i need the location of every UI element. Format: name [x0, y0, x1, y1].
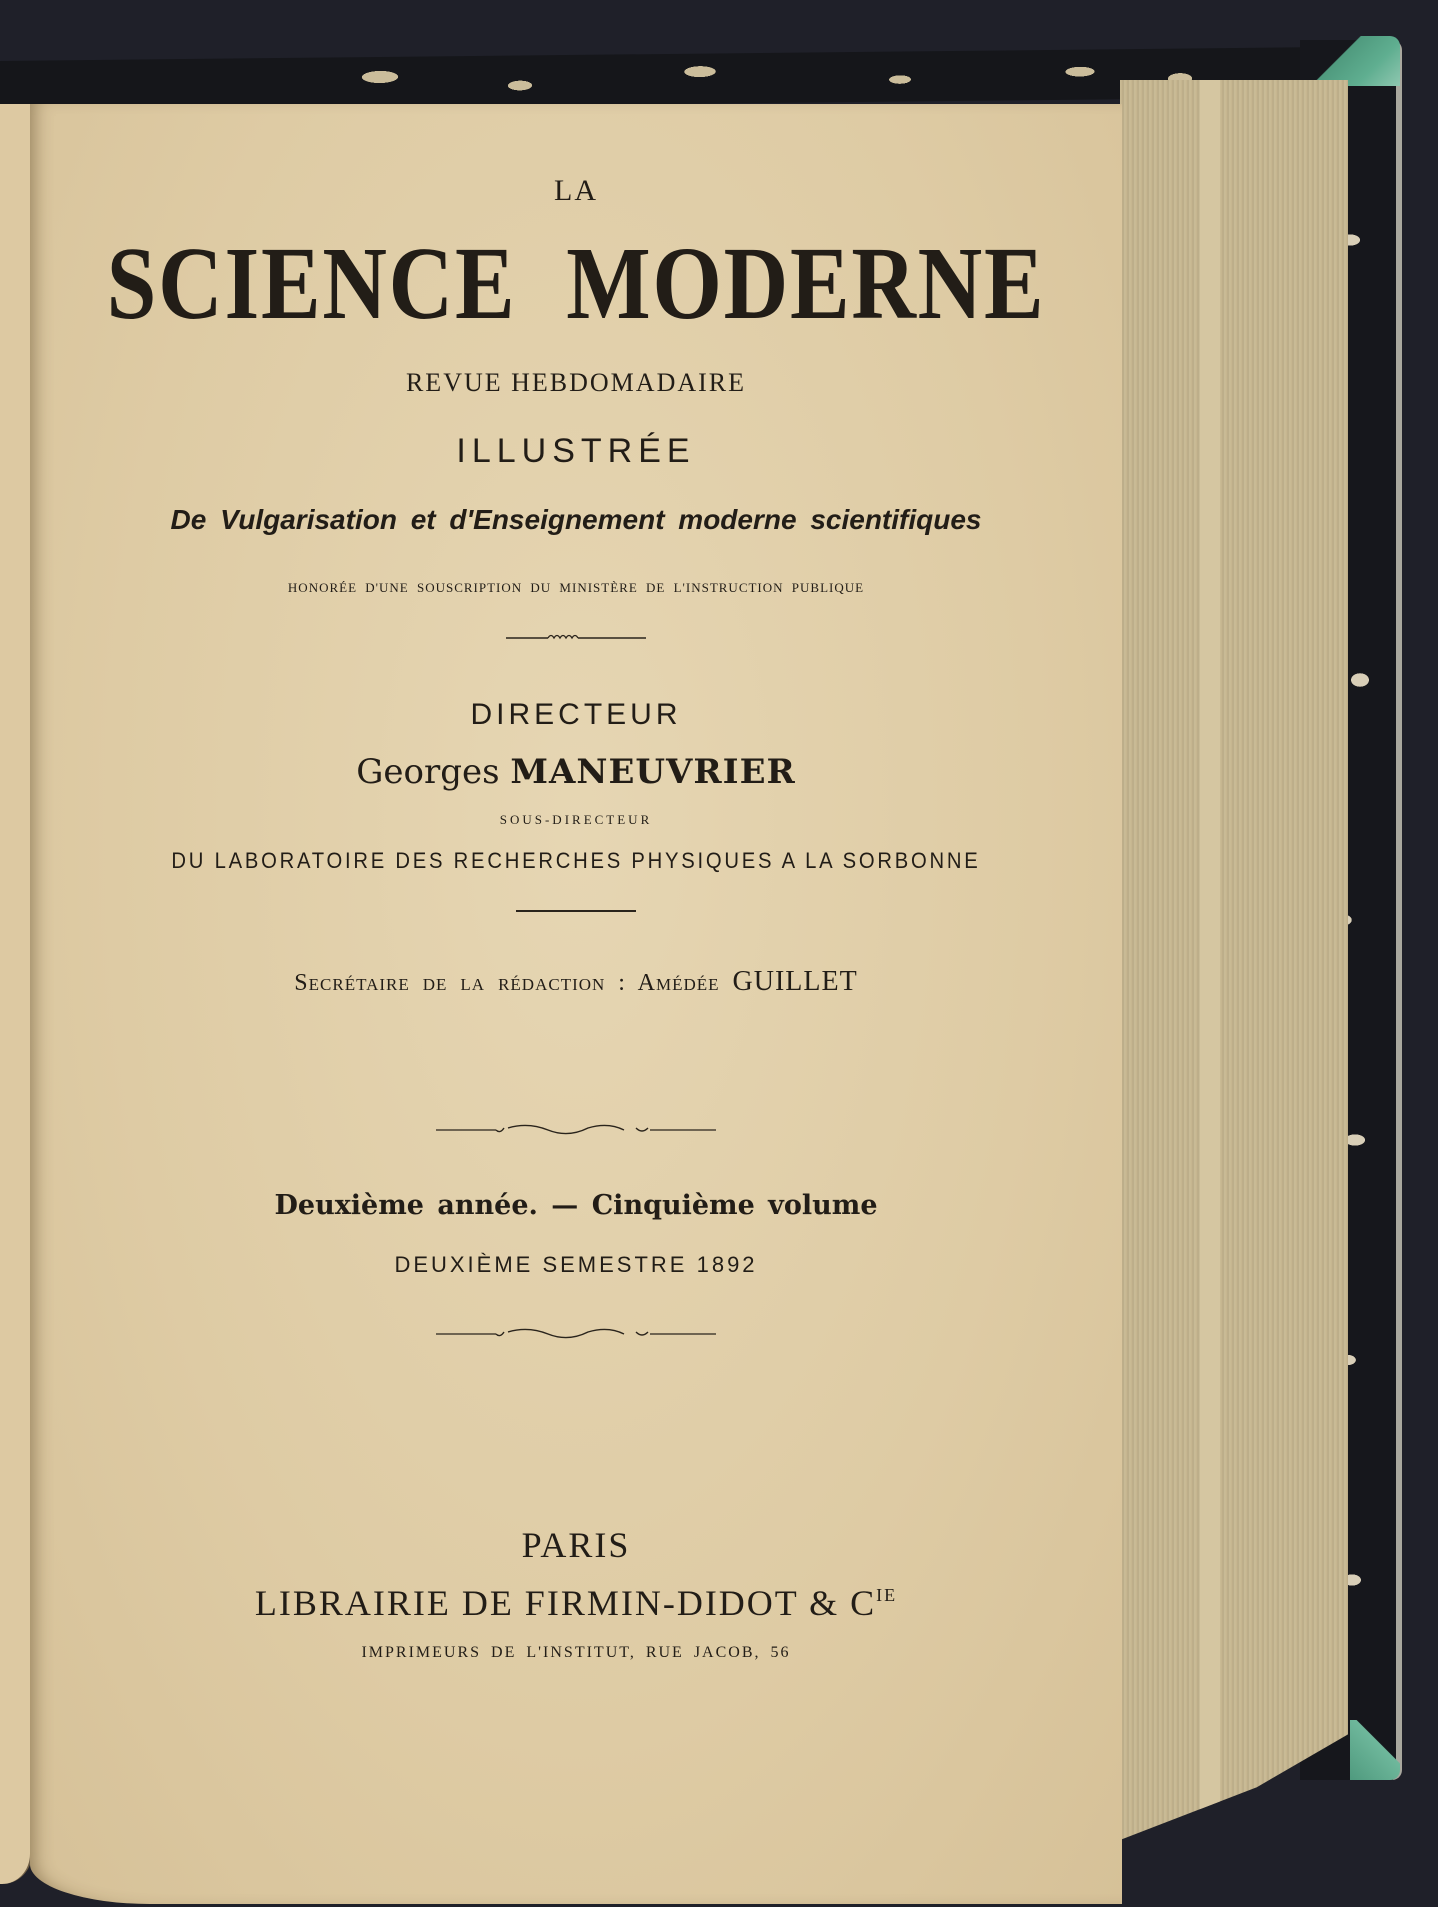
director-role: SOUS-DIRECTEUR — [499, 812, 653, 827]
title-kicker: LA — [554, 174, 598, 207]
green-corner-top — [1300, 36, 1400, 86]
director-institution: DU LABORATOIRE DES RECHERCHES PHYSIQUES A LA SORBONNE — [171, 848, 981, 873]
director-label: DIRECTEUR — [470, 698, 682, 731]
imprint-city: PARIS — [521, 1525, 631, 1565]
title-page — [30, 104, 1122, 1904]
ornament-flourish-icon — [30, 1122, 1122, 1136]
printers-address: IMPRIMEURS DE L'INSTITUT, RUE JACOB, 56 — [361, 1644, 791, 1661]
publisher-suffix: IE — [876, 1585, 898, 1605]
journal-subtitle: REVUE HEBDOMADAIRE — [405, 368, 747, 397]
publisher-name: LIBRAIRIE DE FIRMIN-DIDOT & C — [254, 1583, 877, 1623]
left-page-edge — [0, 104, 32, 1884]
director-first-name: Georges — [356, 752, 500, 792]
director-last-name: MANEUVRIER — [510, 752, 796, 792]
director-name — [30, 752, 1122, 792]
green-corner-bottom — [1350, 1720, 1400, 1780]
tagline: De Vulgarisation et d'Enseignement moderne scientifiques — [170, 504, 982, 535]
page-fore-edge — [1120, 80, 1348, 1840]
secretary-line — [30, 966, 1122, 998]
semester: DEUXIÈME SEMESTRE 1892 — [394, 1252, 758, 1277]
ornament-flourish-icon — [30, 1326, 1122, 1340]
ornament-squiggle-icon — [30, 632, 1122, 644]
secretary-label: Secrétaire de la rédaction : Amédée — [294, 970, 720, 996]
secretary-name: GUILLET — [732, 966, 858, 997]
illustrated-label: ILLUSTRÉE — [456, 432, 696, 470]
honoree-note: HONORÉE D'UNE SOUSCRIPTION DU MINISTÈRE DE L'INSTRUCTION PUBLIQUE — [287, 580, 865, 595]
divider-rule — [516, 910, 636, 912]
journal-title: SCIENCE MODERNE — [106, 226, 1046, 341]
publisher — [30, 1582, 1122, 1624]
year-volume: Deuxième année. — Cinquième volume — [274, 1190, 878, 1221]
